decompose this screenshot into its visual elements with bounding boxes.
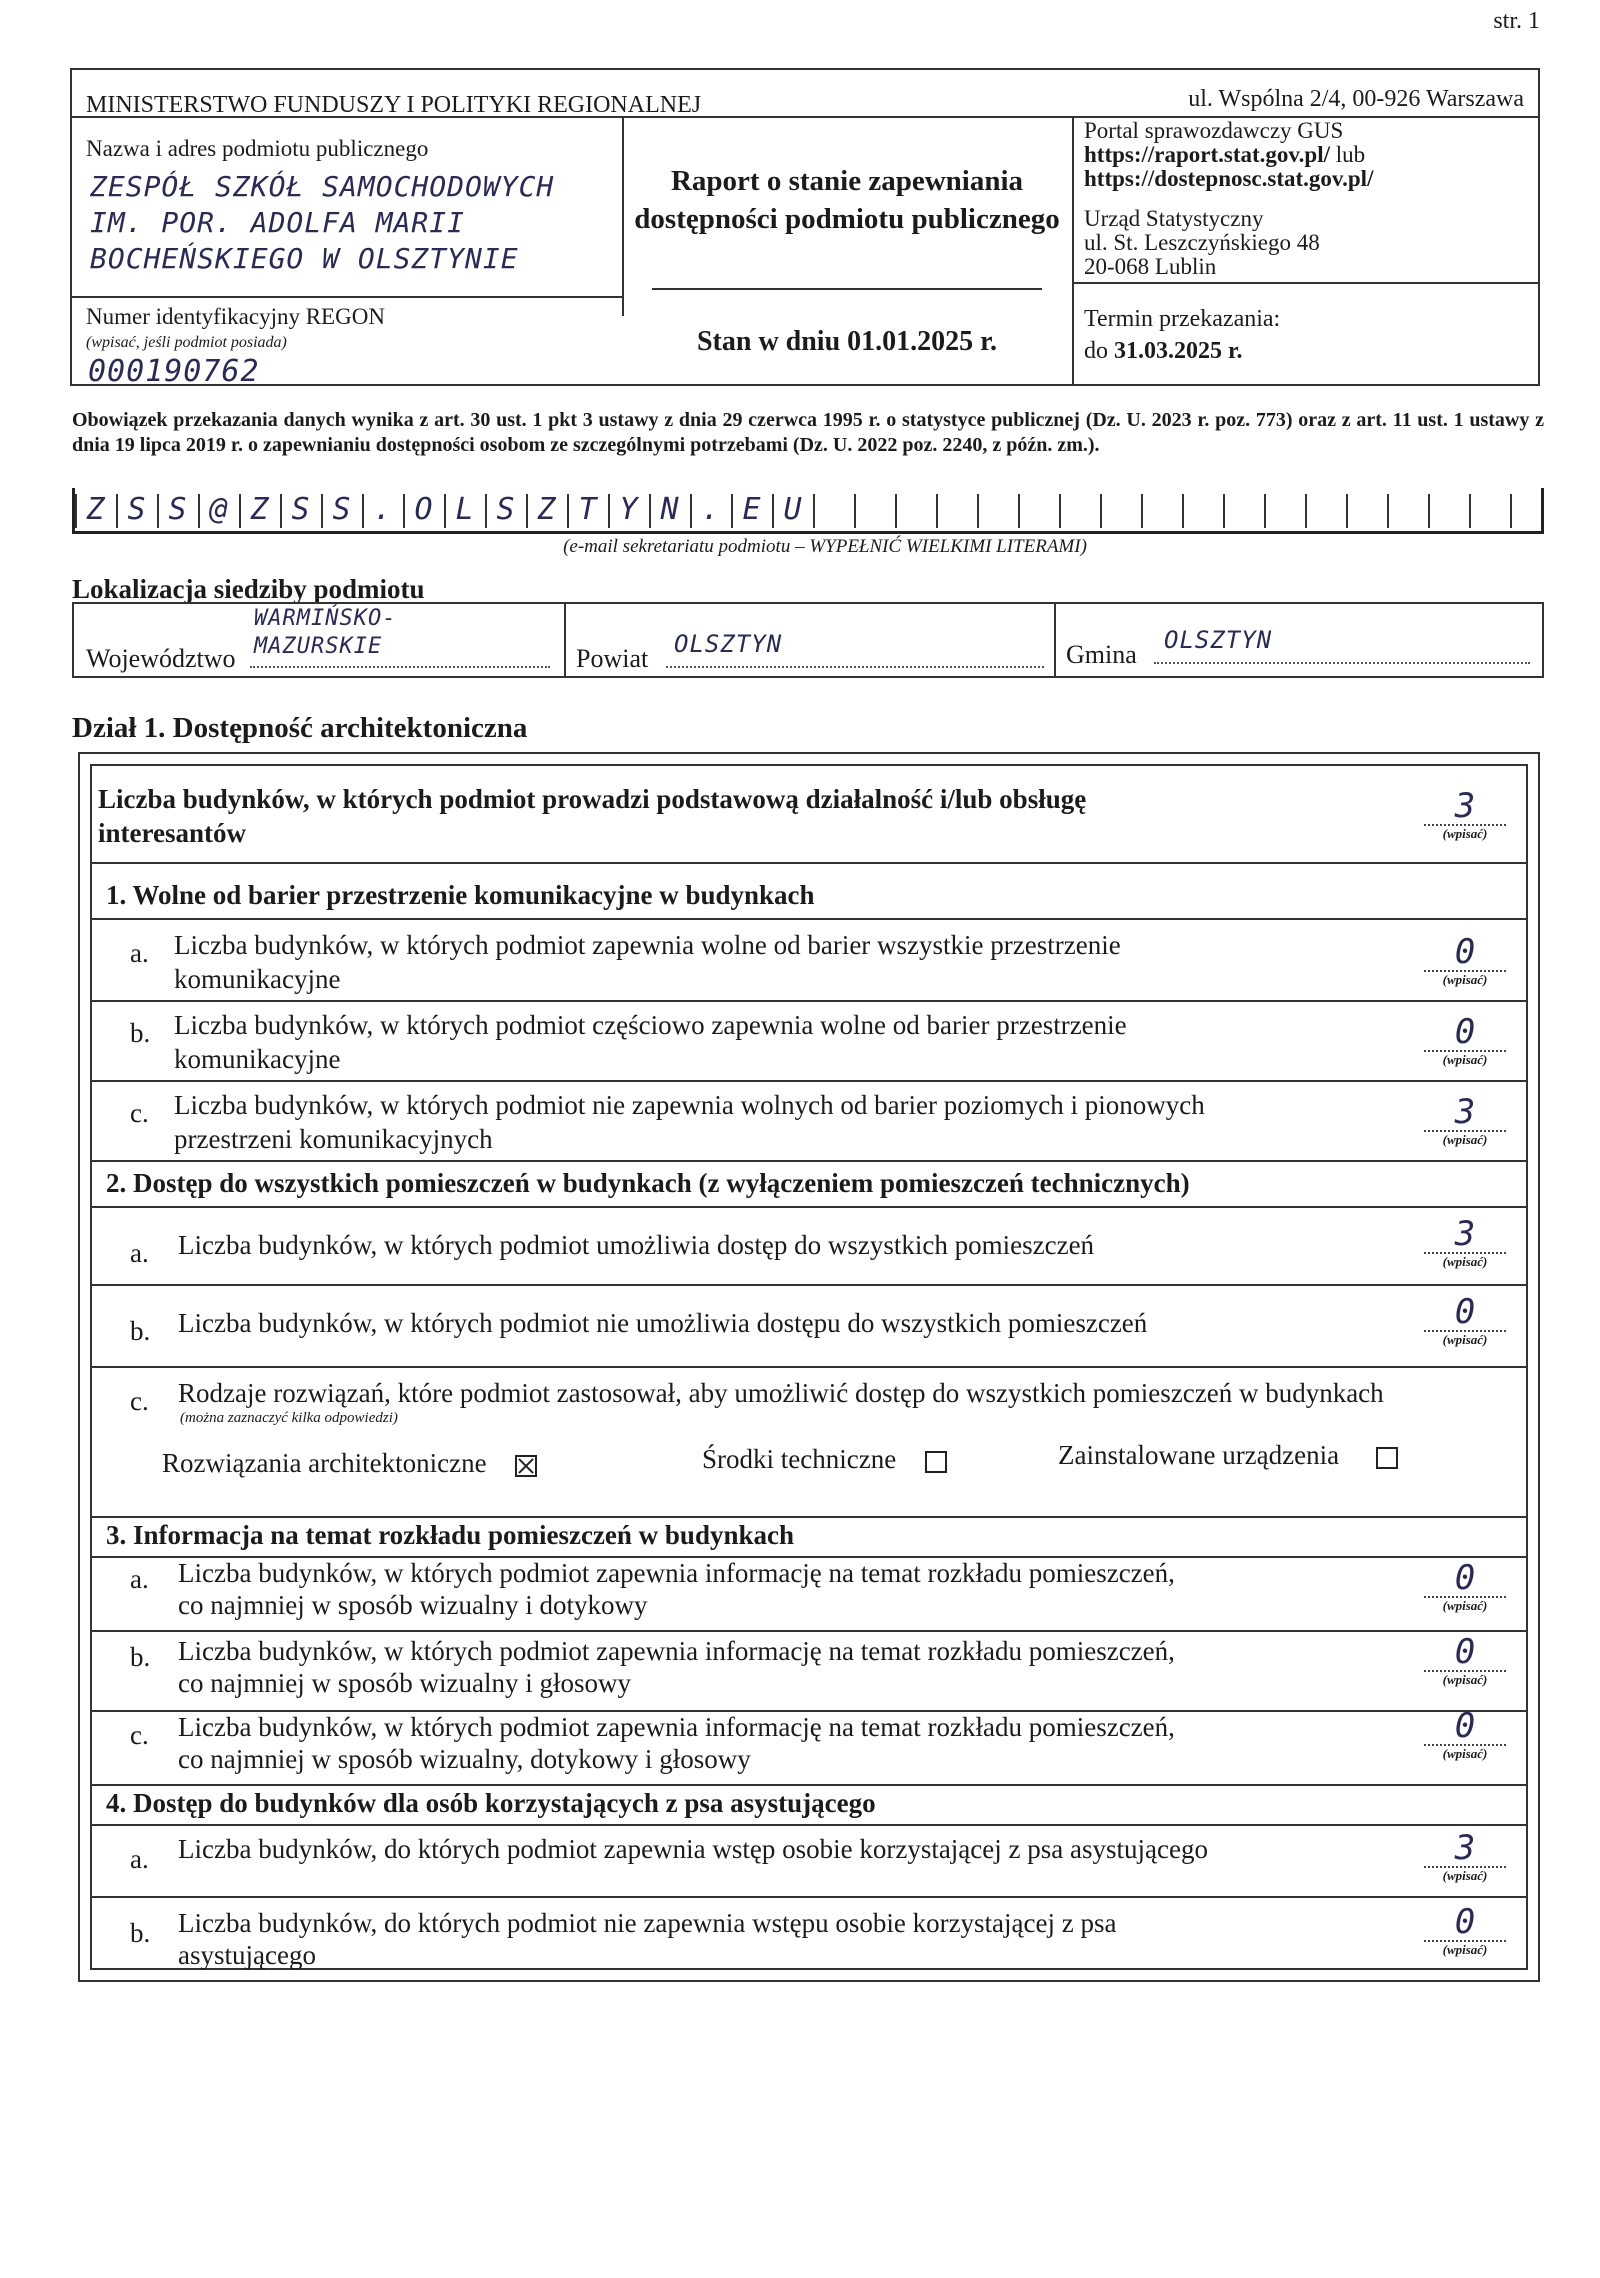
email-cell-divider: [1469, 494, 1471, 528]
q2a-line1: Liczba budynków, w których podmiot umożliwia dostęp do wszystkich pomieszczeń: [178, 1230, 1095, 1260]
email-caption: (e-mail sekretariatu podmiotu – WYPEŁNIĆ WIELKIMI LITERAMI): [563, 536, 1087, 557]
q1b-line1: Liczba budynków, w których podmiot częściowo zapewnia wolne od barier przestrzenie: [174, 1010, 1127, 1040]
office-line2: ul. St. Leszczyńskiego 48: [1084, 230, 1320, 255]
email-char: S: [291, 492, 311, 527]
email-char: U: [783, 492, 803, 527]
deadline-value: 31.03.2025 r.: [1114, 338, 1243, 364]
email-cell-divider: [1346, 494, 1348, 528]
q1c-letter: c.: [130, 1098, 149, 1128]
regon-hint: (wpisać, jeśli podmiot posiada): [86, 334, 287, 351]
q4b-value: 0: [1454, 1902, 1476, 1942]
report-header: [70, 68, 1540, 389]
q2b-line1: Liczba budynków, w których podmiot nie umożliwia dostępu do wszystkich pomieszczeń: [178, 1308, 1148, 1338]
office-line1: Urząd Statystyczny: [1084, 206, 1264, 231]
q3a-field[interactable]: 0 (wpisać): [1420, 1560, 1510, 1614]
q3a-value: 0: [1454, 1558, 1476, 1598]
q3c-letter: c.: [130, 1720, 149, 1750]
email-cell-divider: [1059, 494, 1061, 528]
location-box: [72, 602, 1544, 678]
section-title: Dział 1. Dostępność architektoniczna: [72, 712, 528, 744]
email-cell-divider: [1428, 494, 1430, 528]
email-char: N: [660, 492, 680, 527]
entity-name-line1: ZESPÓŁ SZKÓŁ SAMOCHODOWYCH: [90, 170, 555, 203]
email-char: Z: [86, 492, 106, 527]
email-char: .: [701, 492, 721, 527]
entity-name-line2: IM. POR. ADOLFA MARII: [90, 206, 466, 239]
q2c-line1: Rodzaje rozwiązań, które podmiot zastosował, aby umożliwić dostęp do wszystkich pomieszczeń w budynkach: [178, 1378, 1384, 1408]
q1c-line2: przestrzeni komunikacyjnych: [174, 1124, 493, 1154]
q4-title: 4. Dostęp do budynków dla osób korzystających z psa asystującego: [106, 1788, 876, 1818]
q1a-line2: komunikacyjne: [174, 964, 341, 994]
q1a-field[interactable]: 0 (wpisać): [1420, 934, 1510, 988]
email-cell-divider: [936, 494, 938, 528]
buildings-count-label-2: interesantów: [98, 818, 246, 848]
q1b-field[interactable]: 0 (wpisać): [1420, 1014, 1510, 1068]
q4b-line2: asystującego: [178, 1940, 316, 1970]
email-cell-divider: [977, 494, 979, 528]
option-devices-checkbox[interactable]: [1376, 1447, 1398, 1469]
email-char: L: [455, 492, 475, 527]
q4a-field[interactable]: 3 (wpisać): [1420, 1830, 1510, 1884]
portal-url-2[interactable]: https://dostepnosc.stat.gov.pl/: [1084, 166, 1374, 191]
q1c-value: 3: [1454, 1092, 1476, 1132]
q1b-value: 0: [1454, 1012, 1476, 1052]
buildings-count-field[interactable]: 3 (wpisać): [1420, 788, 1510, 842]
email-cell-divider: [1510, 494, 1512, 528]
option-devices[interactable]: [1058, 1440, 1398, 1471]
regon-value[interactable]: 000190762: [88, 354, 260, 389]
email-cell-divider: [1223, 494, 1225, 528]
deadline-label: Termin przekazania:: [1084, 306, 1281, 332]
commune-value[interactable]: OLSZTYN: [1164, 626, 1273, 654]
option-technical-checkbox[interactable]: [925, 1451, 947, 1473]
q4b-line1: Liczba budynków, do których podmiot nie zapewnia wstępu osobie korzystającej z psa: [178, 1908, 1117, 1938]
q1b-letter: b.: [130, 1018, 151, 1048]
q3c-line1: Liczba budynków, w których podmiot zapewnia informację na temat rozkładu pomieszczeń,: [178, 1712, 1175, 1742]
buildings-count-value: 3: [1454, 786, 1476, 826]
email-char: .: [373, 492, 393, 527]
q2b-field[interactable]: 0 (wpisać): [1420, 1294, 1510, 1348]
email-cell-divider: [1182, 494, 1184, 528]
q2c-letter: c.: [130, 1386, 149, 1416]
email-cell-divider: [895, 494, 897, 528]
q2a-value: 3: [1454, 1214, 1476, 1254]
q4a-letter: a.: [130, 1844, 149, 1874]
email-char: E: [742, 492, 762, 527]
accessibility-table: [78, 752, 1540, 1982]
commune-label: Gmina: [1066, 640, 1137, 669]
email-char: S: [496, 492, 516, 527]
q3b-line2: co najmniej w sposób wizualny i głosowy: [178, 1668, 631, 1698]
q2b-value: 0: [1454, 1292, 1476, 1332]
q4a-line1: Liczba budynków, do których podmiot zapewnia wstęp osobie korzystającej z psa asystującego: [178, 1834, 1208, 1864]
q3b-letter: b.: [130, 1642, 151, 1672]
option-technical-label: Środki techniczne: [702, 1444, 897, 1474]
email-cell-divider: [1100, 494, 1102, 528]
q1a-letter: a.: [130, 938, 149, 968]
q3b-line1: Liczba budynków, w których podmiot zapewnia informację na temat rozkładu pomieszczeń,: [178, 1636, 1175, 1666]
ministry-name: MINISTERSTWO FUNDUSZY I POLITYKI REGIONALNEJ: [86, 92, 702, 118]
option-devices-label: Zainstalowane urządzenia: [1058, 1440, 1340, 1470]
email-cell-divider: [813, 494, 815, 528]
buildings-count-label-1: Liczba budynków, w których podmiot prowadzi podstawową działalność i/lub obsługę: [98, 784, 1087, 814]
option-architectural-checkbox[interactable]: [515, 1455, 537, 1477]
q2a-letter: a.: [130, 1238, 149, 1268]
page-number: str. 1: [1493, 8, 1540, 34]
entity-name-line3: BOCHEŃSKIEGO W OLSZTYNIE: [90, 242, 519, 275]
location-heading: Lokalizacja siedziby podmiotu: [72, 574, 425, 604]
email-char: Z: [537, 492, 557, 527]
q3b-value: 0: [1454, 1632, 1476, 1672]
report-date: Stan w dniu 01.01.2025 r.: [696, 326, 998, 357]
q4b-letter: b.: [130, 1918, 151, 1948]
email-cell-divider: [1141, 494, 1143, 528]
email-char: O: [414, 492, 434, 527]
q2-title: 2. Dostęp do wszystkich pomieszczeń w budynkach (z wyłączeniem pomieszczeń technicznych): [106, 1168, 1190, 1198]
email-cell-divider: [854, 494, 856, 528]
q3a-line1: Liczba budynków, w których podmiot zapewnia informację na temat rozkładu pomieszczeń,: [178, 1558, 1175, 1588]
email-char: S: [127, 492, 147, 527]
email-char: @: [209, 492, 229, 527]
q4b-field[interactable]: 0 (wpisać): [1420, 1904, 1510, 1958]
regon-label: Numer identyfikacyjny REGON: [86, 304, 385, 329]
legal-notice: Obowiązek przekazania danych wynika z art. 30 ust. 1 pkt 3 ustawy z dnia 29 czerwca 1995 r. o statystyce publicznej (Dz. U. 2023 r. poz. 773) oraz z art. 11 ust. 1 ustawy z dnia 19 lipca 2019 r. o zapewnianiu dostępności osobom ze szczególnymi potrzebami (Dz. U. 2022 poz. 2240, z późn. zm.).: [72, 409, 1544, 456]
q2b-letter: b.: [130, 1316, 151, 1346]
email-char: T: [578, 492, 598, 527]
email-char: Z: [250, 492, 270, 527]
q1c-line1: Liczba budynków, w których podmiot nie zapewnia wolnych od barier poziomych i pionowych: [174, 1090, 1205, 1120]
email-char: S: [168, 492, 188, 527]
county-value[interactable]: OLSZTYN: [674, 630, 783, 658]
portal-line1: Portal sprawozdawczy GUS: [1084, 118, 1344, 143]
q3b-field[interactable]: 0 (wpisać): [1420, 1634, 1510, 1688]
portal-or: lub: [1329, 142, 1366, 167]
q1b-line2: komunikacyjne: [174, 1044, 341, 1074]
deadline-prefix: do: [1084, 338, 1114, 364]
portal-url-1[interactable]: https://raport.stat.gov.pl/: [1084, 142, 1330, 167]
q3-title: 3. Informacja na temat rozkładu pomieszczeń w budynkach: [106, 1520, 794, 1550]
q2c-hint: (można zaznaczyć kilka odpowiedzi): [180, 1410, 398, 1426]
q1-title: 1. Wolne od barier przestrzenie komunikacyjne w budynkach: [106, 880, 815, 910]
email-char: Y: [619, 492, 639, 527]
email-cell-divider: [1305, 494, 1307, 528]
q1c-field[interactable]: 3 (wpisać): [1420, 1094, 1510, 1148]
option-architectural[interactable]: [162, 1448, 537, 1479]
option-architectural-label: Rozwiązania architektoniczne: [162, 1448, 487, 1478]
email-cell-divider: [1018, 494, 1020, 528]
voivodeship-value-2[interactable]: MAZURSKIE: [254, 634, 383, 659]
q2a-field[interactable]: 3 (wpisać): [1420, 1216, 1510, 1270]
report-title: Raport o stanie zapewniania dostępności podmiotu publicznego: [634, 165, 1060, 235]
entity-name-label: Nazwa i adres podmiotu publicznego: [86, 136, 429, 161]
county-label: Powiat: [576, 644, 649, 673]
voivodeship-value-1[interactable]: WARMIŃSKO-: [254, 606, 397, 631]
q3a-letter: a.: [130, 1564, 149, 1594]
q4a-value: 3: [1454, 1828, 1476, 1868]
option-technical[interactable]: [702, 1444, 947, 1475]
email-char: S: [332, 492, 352, 527]
email-input[interactable]: [72, 488, 1544, 534]
q3a-line2: co najmniej w sposób wizualny i dotykowy: [178, 1590, 648, 1620]
voivodeship-label: Województwo: [86, 644, 236, 673]
office-line3: 20-068 Lublin: [1084, 254, 1217, 279]
q1a-line1: Liczba budynków, w których podmiot zapewnia wolne od barier wszystkie przestrzenie: [174, 930, 1121, 960]
email-cell-divider: [1387, 494, 1389, 528]
ministry-address: ul. Wspólna 2/4, 00-926 Warszawa: [1188, 86, 1524, 112]
q3c-field[interactable]: 0 (wpisać): [1420, 1708, 1510, 1762]
q3c-value: 0: [1454, 1706, 1476, 1746]
q1a-value: 0: [1454, 932, 1476, 972]
q3c-line2: co najmniej w sposób wizualny, dotykowy i głosowy: [178, 1744, 751, 1774]
email-cell-divider: [1264, 494, 1266, 528]
